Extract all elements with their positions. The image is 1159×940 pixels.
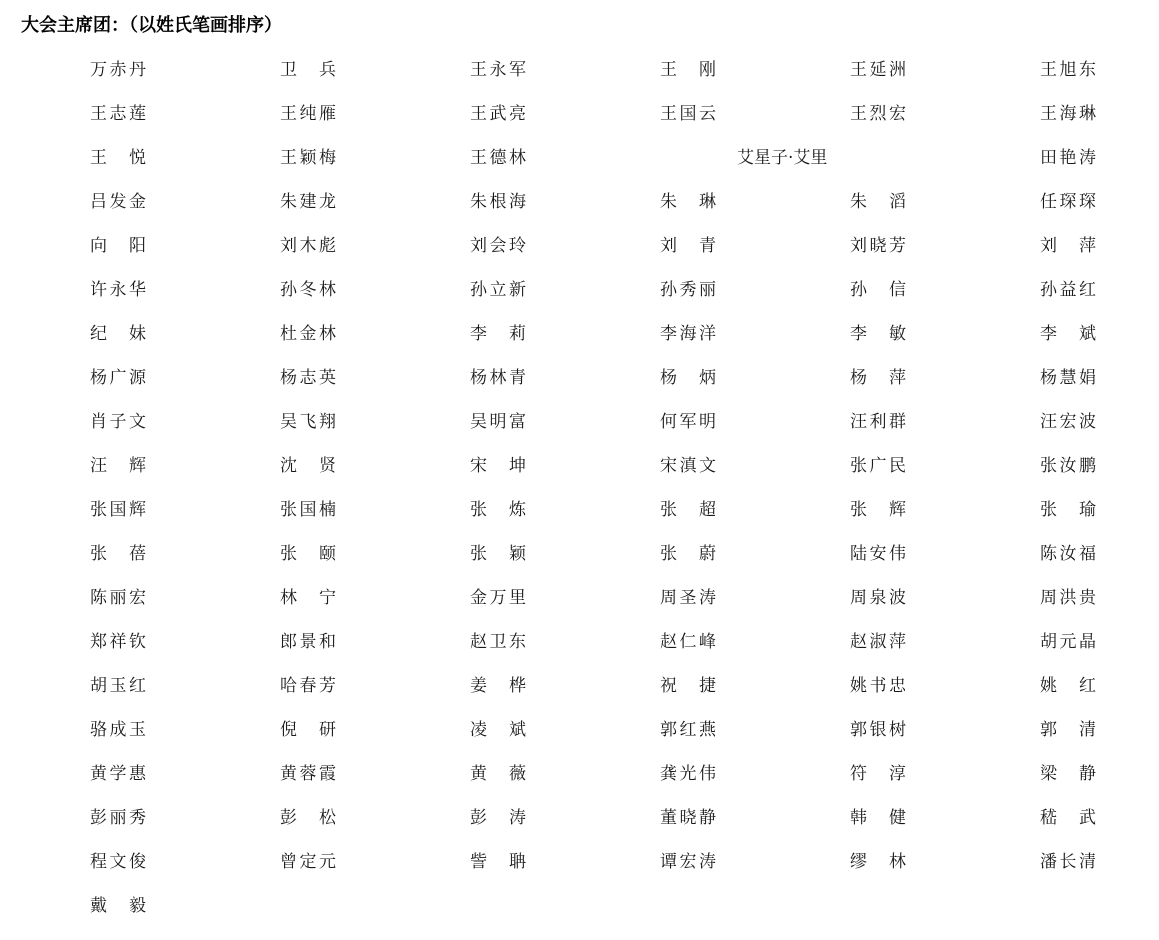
member-name: 向 阳 [90, 236, 146, 256]
member-name: 骆成玉 [90, 720, 146, 740]
member-name: 任琛琛 [1040, 192, 1096, 212]
member-name: 姚书忠 [850, 676, 906, 696]
member-name: 戴 毅 [90, 896, 146, 916]
member-name: 彭 松 [280, 808, 336, 828]
member-name: 哈春芳 [280, 676, 336, 696]
member-name: 陆安伟 [850, 544, 906, 564]
member-name: 潘长清 [1040, 852, 1096, 872]
member-name: 杜金林 [280, 324, 336, 344]
member-name: 王国云 [660, 104, 716, 124]
member-name: 曾定元 [280, 852, 336, 872]
member-name: 程文俊 [90, 852, 146, 872]
member-name: 万赤丹 [90, 60, 146, 80]
member-name: 郑祥钦 [90, 632, 146, 652]
member-name: 姜 桦 [470, 676, 526, 696]
member-name: 朱建龙 [280, 192, 336, 212]
member-name: 李 敏 [850, 324, 906, 344]
member-name: 王颖梅 [280, 148, 336, 168]
member-name: 王永军 [470, 60, 526, 80]
member-name: 李海洋 [660, 324, 716, 344]
member-name: 谭宏涛 [660, 852, 716, 872]
member-name: 吴明富 [470, 412, 526, 432]
member-name: 沈 贤 [280, 456, 336, 476]
member-name: 王 悦 [90, 148, 146, 168]
member-name: 张 超 [660, 500, 716, 520]
member-name: 朱 琳 [660, 192, 716, 212]
member-name: 杨林青 [470, 368, 526, 388]
member-name: 王 刚 [660, 60, 716, 80]
member-name: 李 莉 [470, 324, 526, 344]
member-name: 黄 薇 [470, 764, 526, 784]
member-name: 李 斌 [1040, 324, 1096, 344]
member-name: 张国楠 [280, 500, 336, 520]
member-name: 杨广源 [90, 368, 146, 388]
page-heading: 大会主席团：（以姓氏笔画排序） [21, 15, 282, 36]
member-name: 张 蓓 [90, 544, 146, 564]
member-name: 肖子文 [90, 412, 146, 432]
member-name: 杨 萍 [850, 368, 906, 388]
member-name: 王纯雁 [280, 104, 336, 124]
member-name: 陈汝福 [1040, 544, 1096, 564]
member-name: 倪 研 [280, 720, 336, 740]
member-name: 郭红燕 [660, 720, 716, 740]
member-name: 张 炼 [470, 500, 526, 520]
member-name: 彭 涛 [470, 808, 526, 828]
member-name: 林 宁 [280, 588, 336, 608]
member-name: 王武亮 [470, 104, 526, 124]
member-name: 张 颐 [280, 544, 336, 564]
member-name: 张 辉 [850, 500, 906, 520]
member-name: 张广民 [850, 456, 906, 476]
member-name: 刘 萍 [1040, 236, 1096, 256]
member-name: 胡元晶 [1040, 632, 1096, 652]
member-name: 纪 妹 [90, 324, 146, 344]
member-name: 刘 青 [660, 236, 716, 256]
member-name: 郭银树 [850, 720, 906, 740]
member-name: 宋滇文 [660, 456, 716, 476]
member-name: 张 颖 [470, 544, 526, 564]
member-name: 周圣涛 [660, 588, 716, 608]
member-name: 汪宏波 [1040, 412, 1096, 432]
member-name: 吴飞翔 [280, 412, 336, 432]
member-name: 杨志英 [280, 368, 336, 388]
member-name: 嵇 武 [1040, 808, 1096, 828]
member-name: 王烈宏 [850, 104, 906, 124]
member-name: 张国辉 [90, 500, 146, 520]
member-name: 孙 信 [850, 280, 906, 300]
member-name: 刘晓芳 [850, 236, 906, 256]
member-name: 赵卫东 [470, 632, 526, 652]
member-name: 王旭东 [1040, 60, 1096, 80]
member-name: 郎景和 [280, 632, 336, 652]
member-name: 姚 红 [1040, 676, 1096, 696]
member-name: 王德林 [470, 148, 526, 168]
member-name: 宋 坤 [470, 456, 526, 476]
member-name: 王海琳 [1040, 104, 1096, 124]
member-name: 王延洲 [850, 60, 906, 80]
member-name: 胡玉红 [90, 676, 146, 696]
member-name: 张 瑜 [1040, 500, 1096, 520]
member-name: 卫 兵 [280, 60, 336, 80]
member-name: 龚光伟 [660, 764, 716, 784]
member-name: 赵仁峰 [660, 632, 716, 652]
member-name: 艾星子·艾里 [737, 148, 828, 168]
member-name: 杨慧娟 [1040, 368, 1096, 388]
member-name: 孙立新 [470, 280, 526, 300]
member-name: 刘木彪 [280, 236, 336, 256]
member-name: 凌 斌 [470, 720, 526, 740]
member-name: 陈丽宏 [90, 588, 146, 608]
member-name: 朱 滔 [850, 192, 906, 212]
member-name: 张 蔚 [660, 544, 716, 564]
member-name: 黄学惠 [90, 764, 146, 784]
member-name: 彭丽秀 [90, 808, 146, 828]
member-name: 祝 捷 [660, 676, 716, 696]
member-name: 郭 清 [1040, 720, 1096, 740]
member-name: 许永华 [90, 280, 146, 300]
member-name: 汪利群 [850, 412, 906, 432]
member-name: 周泉波 [850, 588, 906, 608]
member-name: 朱根海 [470, 192, 526, 212]
member-name: 梁 静 [1040, 764, 1096, 784]
member-name: 张汝鹏 [1040, 456, 1096, 476]
member-name: 孙秀丽 [660, 280, 716, 300]
member-name: 周洪贵 [1040, 588, 1096, 608]
member-name: 孙冬林 [280, 280, 336, 300]
member-name: 缪 林 [850, 852, 906, 872]
member-name: 王志莲 [90, 104, 146, 124]
member-name: 黄蓉霞 [280, 764, 336, 784]
member-name: 吕发金 [90, 192, 146, 212]
member-name: 符 淳 [850, 764, 906, 784]
member-name: 孙益红 [1040, 280, 1096, 300]
member-name: 韩 健 [850, 808, 906, 828]
member-name: 刘会玲 [470, 236, 526, 256]
member-name: 訾 聃 [470, 852, 526, 872]
member-name: 金万里 [470, 588, 526, 608]
member-name: 汪 辉 [90, 456, 146, 476]
member-name: 杨 炳 [660, 368, 716, 388]
member-name: 董晓静 [660, 808, 716, 828]
member-name: 赵淑萍 [850, 632, 906, 652]
member-name: 田艳涛 [1040, 148, 1096, 168]
member-name: 何军明 [660, 412, 716, 432]
